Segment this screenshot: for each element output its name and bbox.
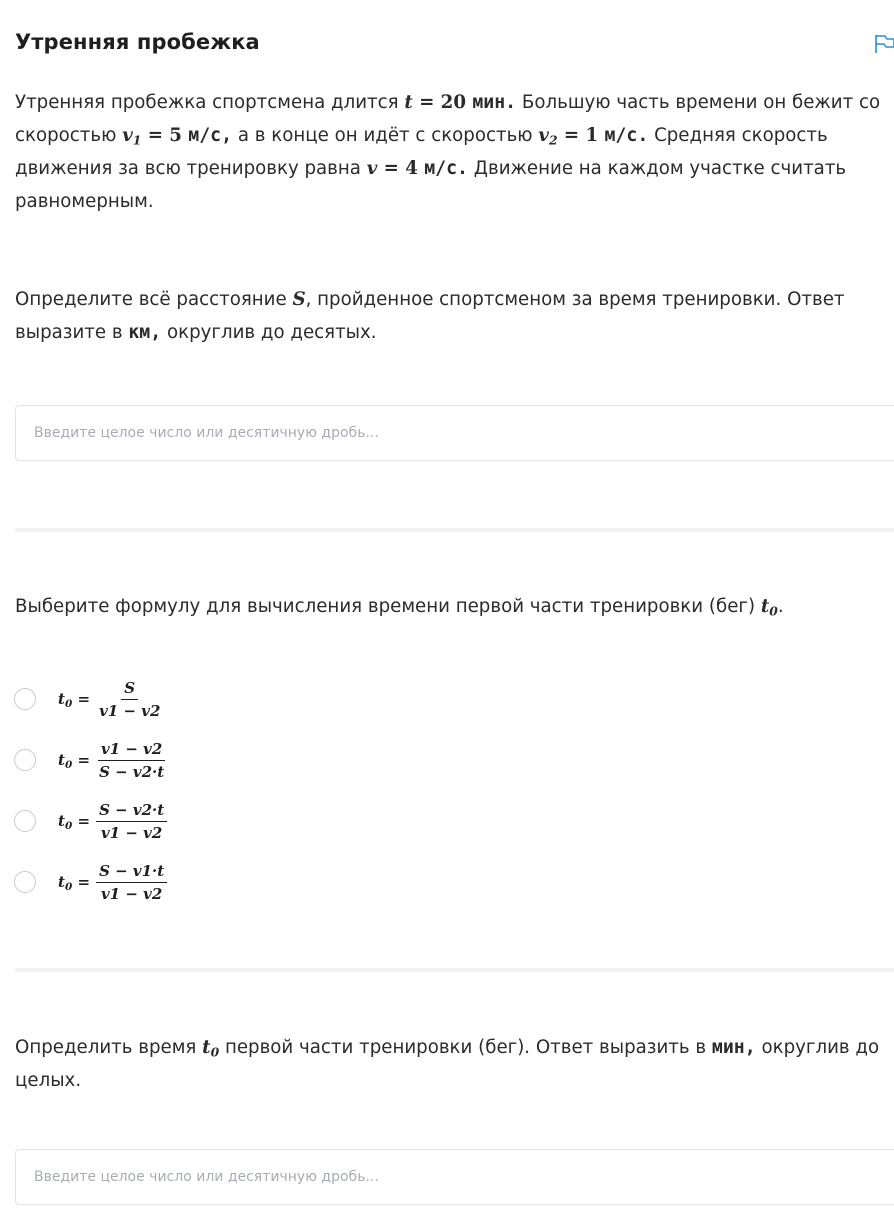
var-t: t: [404, 92, 413, 113]
fraction-numerator: S − v2·t: [96, 801, 167, 822]
fraction-denominator: v1 − v2: [100, 823, 163, 842]
var-v2: $v_2$: [538, 125, 558, 148]
question-3-text: [15, 1031, 891, 1097]
question-2-text: [15, 590, 891, 623]
answer-input-distance[interactable]: [15, 405, 894, 461]
section-divider: [15, 528, 894, 532]
formula-option-2[interactable]: [14, 732, 234, 788]
q3-text-1: Определить время: [15, 1037, 203, 1058]
radio-button[interactable]: [14, 749, 36, 771]
var-t0: $t_0$: [760, 596, 778, 619]
unit-km: км,: [128, 322, 162, 343]
answer-input-time[interactable]: [15, 1149, 894, 1205]
q1-text-2: , пройденное спортсменом за время тренировки. Ответ выразите в: [15, 289, 845, 343]
fraction: [96, 679, 163, 720]
q2-text-1: Выберите формулу для вычисления времени первой части тренировки (бег): [15, 596, 761, 617]
fraction: [96, 862, 167, 903]
radio-button[interactable]: [14, 688, 36, 710]
fraction: [96, 740, 167, 781]
task-title: Утренняя пробежка: [15, 30, 260, 54]
var-v: v: [366, 158, 378, 179]
section-divider: [15, 968, 894, 972]
formula-lhs: $t_0$ =: [58, 751, 91, 772]
radio-button[interactable]: [14, 810, 36, 832]
fraction-denominator: S − v2·t: [99, 762, 165, 781]
formula-option-1[interactable]: [14, 671, 234, 727]
q2-text-2: .: [777, 596, 784, 617]
unit-ms-3: м/с.: [424, 158, 468, 179]
t-equals: = 20: [412, 92, 473, 113]
formula-lhs: $t_0$ =: [58, 873, 91, 894]
fraction-numerator: v1 − v2: [98, 740, 165, 761]
fraction: [96, 801, 167, 842]
v1-equals: = 5: [141, 125, 189, 146]
problem-statement: [15, 86, 891, 218]
q3-text-2: первой части тренировки (бег). Ответ выразить в: [219, 1037, 712, 1058]
intro-text-3: а в конце он идёт с скоростью: [232, 125, 539, 146]
fraction-denominator: v1 − v2: [99, 701, 161, 720]
fraction-numerator: S: [121, 679, 138, 700]
v2-equals: = 1: [557, 125, 605, 146]
intro-text-1: Утренняя пробежка спортсмена длится: [15, 92, 405, 113]
var-s: S: [292, 289, 306, 310]
fraction-numerator: S − v1·t: [96, 862, 167, 883]
var-t0: $t_0$: [202, 1037, 220, 1060]
v-equals: = 4: [377, 158, 425, 179]
intro-text-4: Средняя скорость движения за всю тренировку равна: [15, 125, 828, 179]
formula: [58, 801, 167, 842]
unit-ms-1: м/с,: [188, 125, 233, 146]
q1-text-1: Определите всё расстояние: [15, 289, 293, 310]
question-1-text: [15, 283, 891, 349]
q1-text-3: округлив до десятых.: [161, 322, 377, 343]
var-v1: $v_1$: [122, 125, 142, 148]
flag-icon[interactable]: [873, 33, 894, 55]
formula: [58, 862, 167, 903]
formula-option-3[interactable]: [14, 793, 234, 849]
fraction-denominator: v1 − v2: [100, 884, 163, 903]
q3-text-3: округлив до целых.: [15, 1037, 880, 1091]
formula-lhs: $t_0$ =: [58, 812, 91, 833]
formula: [58, 679, 163, 720]
formula: [58, 740, 167, 781]
intro-text-2: Большую часть времени он бежит со скоростью: [15, 92, 881, 146]
unit-min: мин,: [711, 1037, 756, 1058]
formula-option-4[interactable]: [14, 854, 234, 910]
formula-lhs: $t_0$ =: [58, 690, 91, 711]
unit-ms-2: м/с.: [604, 125, 649, 146]
intro-text-5: Движение на каждом участке считать равномерным.: [15, 158, 847, 212]
radio-button[interactable]: [14, 871, 36, 893]
unit-min: мин.: [472, 92, 517, 113]
